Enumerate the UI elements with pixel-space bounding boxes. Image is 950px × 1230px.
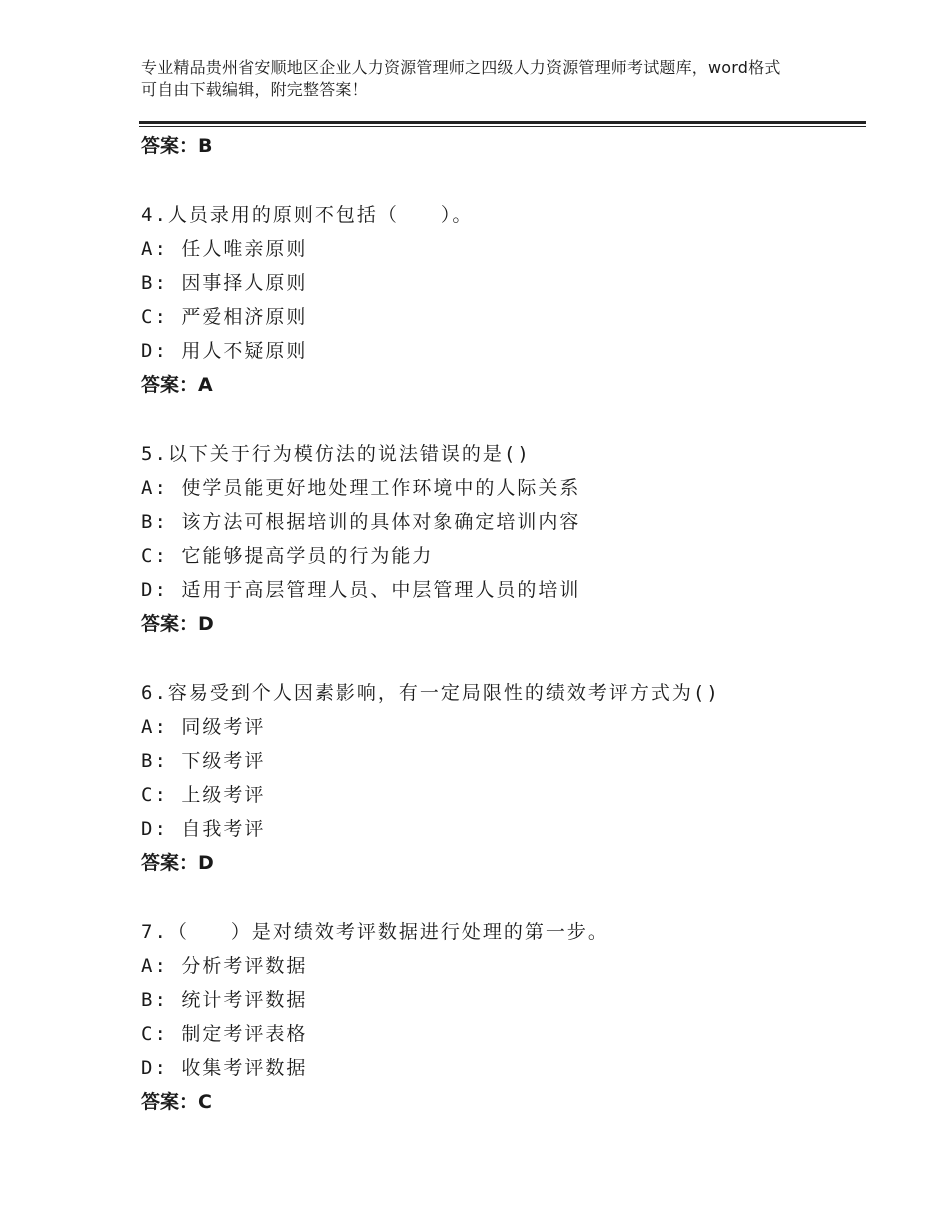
header-rule-thick — [139, 121, 866, 124]
option-c: C: 上级考评 — [141, 784, 266, 806]
option-b: B: 该方法可根据培训的具体对象确定培训内容 — [141, 511, 581, 533]
question-text: 6.容易受到个人因素影响，有一定局限性的绩效考评方式为() — [141, 682, 720, 704]
answer-label: 答案：D — [141, 852, 214, 874]
answer-label: 答案：B — [141, 135, 213, 157]
question-text: 4.人员录用的原则不包括（ ）。 — [141, 204, 474, 226]
option-d: D: 自我考评 — [141, 818, 266, 840]
option-d: D: 收集考评数据 — [141, 1057, 308, 1079]
header-rule-thin — [139, 126, 866, 127]
option-c: C: 严爱相济原则 — [141, 306, 308, 328]
answer-label: 答案：A — [141, 374, 213, 396]
option-d: D: 用人不疑原则 — [141, 340, 308, 362]
option-d: D: 适用于高层管理人员、中层管理人员的培训 — [141, 579, 581, 601]
option-c: C: 它能够提高学员的行为能力 — [141, 545, 434, 567]
option-a: A: 同级考评 — [141, 716, 266, 738]
option-b: B: 下级考评 — [141, 750, 266, 772]
question-text: 5.以下关于行为模仿法的说法错误的是() — [141, 443, 531, 465]
option-b: B: 统计考评数据 — [141, 989, 308, 1011]
option-a: A: 任人唯亲原则 — [141, 238, 308, 260]
option-b: B: 因事择人原则 — [141, 272, 308, 294]
answer-label: 答案：D — [141, 613, 214, 635]
answer-label: 答案：C — [141, 1091, 212, 1113]
document-header: 专业精品贵州省安顺地区企业人力资源管理师之四级人力资源管理师考试题库，word格式可自由下载编辑，附完整答案！ — [141, 58, 781, 99]
option-a: A: 使学员能更好地处理工作环境中的人际关系 — [141, 477, 581, 499]
question-text: 7.（ ）是对绩效考评数据进行处理的第一步。 — [141, 921, 609, 943]
option-a: A: 分析考评数据 — [141, 955, 308, 977]
option-c: C: 制定考评表格 — [141, 1023, 308, 1045]
